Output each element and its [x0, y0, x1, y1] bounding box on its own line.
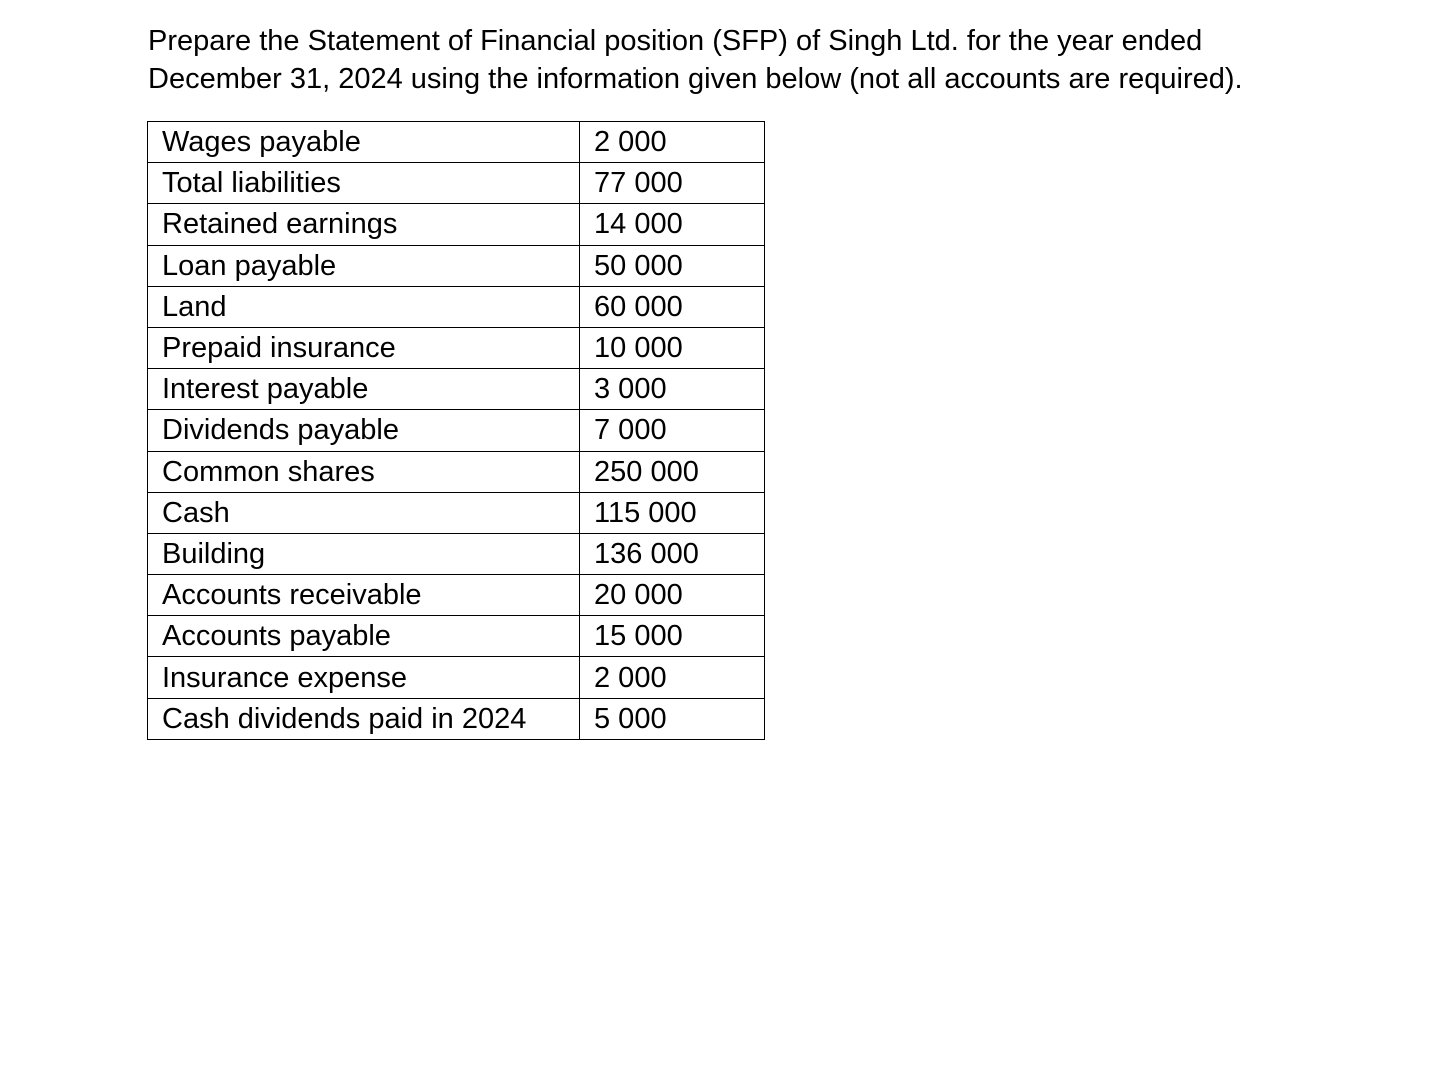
account-amount: 5 000	[580, 698, 765, 739]
question-line-1: Prepare the Statement of Financial position (SFP) of Singh Ltd. for the year ended	[148, 25, 1203, 57]
account-name: Cash	[148, 492, 580, 533]
table-row	[148, 204, 765, 245]
account-amount: 77 000	[580, 163, 765, 204]
account-name: Land	[148, 286, 580, 327]
account-name: Cash dividends paid in 2024	[148, 698, 580, 739]
question-text	[148, 22, 1388, 98]
account-name: Wages payable	[148, 122, 580, 163]
table-row	[148, 410, 765, 451]
account-name: Total liabilities	[148, 163, 580, 204]
account-amount: 7 000	[580, 410, 765, 451]
table-row	[148, 451, 765, 492]
table-row	[148, 369, 765, 410]
table-row	[148, 698, 765, 739]
account-amount: 50 000	[580, 245, 765, 286]
table-row	[148, 122, 765, 163]
account-name: Accounts payable	[148, 616, 580, 657]
account-amount: 10 000	[580, 327, 765, 368]
account-name: Interest payable	[148, 369, 580, 410]
table-row	[148, 616, 765, 657]
table-row	[148, 533, 765, 574]
account-amount: 2 000	[580, 122, 765, 163]
table-row	[148, 575, 765, 616]
account-amount: 3 000	[580, 369, 765, 410]
account-amount: 20 000	[580, 575, 765, 616]
account-amount: 60 000	[580, 286, 765, 327]
table-row	[148, 657, 765, 698]
account-name: Building	[148, 533, 580, 574]
account-amount: 14 000	[580, 204, 765, 245]
account-amount: 115 000	[580, 492, 765, 533]
account-amount: 2 000	[580, 657, 765, 698]
account-name: Insurance expense	[148, 657, 580, 698]
account-amount: 136 000	[580, 533, 765, 574]
question-line-2: December 31, 2024 using the information given below (not all accounts are required).	[148, 63, 1243, 95]
account-name: Retained earnings	[148, 204, 580, 245]
table-row	[148, 327, 765, 368]
accounts-table	[147, 121, 765, 740]
account-name: Common shares	[148, 451, 580, 492]
account-name: Accounts receivable	[148, 575, 580, 616]
table-row	[148, 492, 765, 533]
account-name: Dividends payable	[148, 410, 580, 451]
table-row	[148, 163, 765, 204]
account-amount: 15 000	[580, 616, 765, 657]
account-name: Prepaid insurance	[148, 327, 580, 368]
table-row	[148, 286, 765, 327]
account-name: Loan payable	[148, 245, 580, 286]
account-amount: 250 000	[580, 451, 765, 492]
table-row	[148, 245, 765, 286]
